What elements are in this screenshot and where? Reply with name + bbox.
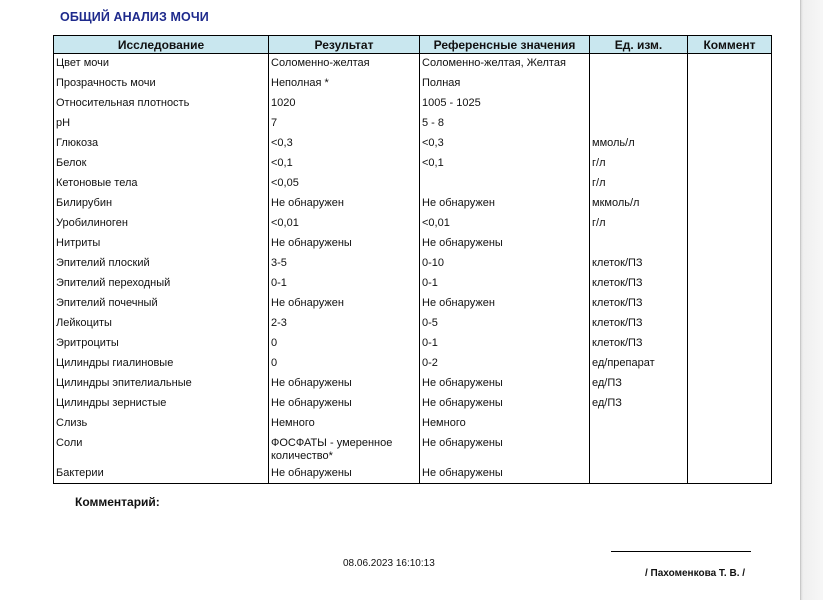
cell-comment (688, 314, 772, 334)
cell-comment (688, 74, 772, 94)
cell-comment (688, 354, 772, 374)
cell-units (590, 54, 688, 74)
table-row (54, 394, 772, 414)
cell-result: Не обнаружены (269, 234, 420, 254)
cell-reference: <0,3 (420, 134, 590, 154)
cell-test: Белок (54, 154, 269, 174)
table-row (54, 214, 772, 234)
cell-comment (688, 54, 772, 74)
cell-units (590, 434, 688, 464)
cell-comment (688, 254, 772, 274)
cell-comment (688, 114, 772, 134)
header-units: Ед. изм. (590, 36, 688, 54)
cell-units: клеток/ПЗ (590, 314, 688, 334)
cell-result: 1020 (269, 94, 420, 114)
cell-units: клеток/ПЗ (590, 254, 688, 274)
cell-reference: Соломенно-желтая, Желтая (420, 54, 590, 74)
cell-reference: 0-1 (420, 274, 590, 294)
results-table (53, 35, 772, 484)
header-result: Результат (269, 36, 420, 54)
cell-reference: <0,1 (420, 154, 590, 174)
cell-test: Бактерии (54, 464, 269, 484)
table-row (54, 154, 772, 174)
cell-result: 0 (269, 354, 420, 374)
cell-comment (688, 194, 772, 214)
cell-test: Эпителий почечный (54, 294, 269, 314)
cell-units (590, 414, 688, 434)
cell-reference: 5 - 8 (420, 114, 590, 134)
cell-result: Не обнаружен (269, 294, 420, 314)
cell-test: Относительная плотность (54, 94, 269, 114)
cell-comment (688, 134, 772, 154)
table-header-row (54, 36, 772, 54)
table-row (54, 354, 772, 374)
cell-comment (688, 374, 772, 394)
cell-test: Цвет мочи (54, 54, 269, 74)
table-row (54, 194, 772, 214)
cell-units: клеток/ПЗ (590, 294, 688, 314)
header-reference: Референсные значения (420, 36, 590, 54)
cell-reference: Не обнаружен (420, 294, 590, 314)
cell-test: pH (54, 114, 269, 134)
cell-reference: <0,01 (420, 214, 590, 234)
table-row (54, 94, 772, 114)
cell-result: Соломенно-желтая (269, 54, 420, 74)
cell-result: Не обнаружены (269, 374, 420, 394)
cell-result: Не обнаружены (269, 464, 420, 484)
cell-units (590, 234, 688, 254)
cell-result: Не обнаружен (269, 194, 420, 214)
cell-units (590, 74, 688, 94)
cell-result: 3-5 (269, 254, 420, 274)
cell-comment (688, 394, 772, 414)
cell-result: 7 (269, 114, 420, 134)
cell-test: Соли (54, 434, 269, 464)
table-row (54, 54, 772, 74)
table-row (54, 294, 772, 314)
table-row (54, 414, 772, 434)
cell-test: Слизь (54, 414, 269, 434)
print-datetime: 08.06.2023 16:10:13 (343, 558, 435, 569)
cell-comment (688, 294, 772, 314)
cell-comment (688, 434, 772, 464)
table-row (54, 434, 772, 464)
cell-reference: Не обнаружены (420, 434, 590, 464)
cell-result: <0,05 (269, 174, 420, 194)
cell-test: Уробилиноген (54, 214, 269, 234)
cell-result: Немного (269, 414, 420, 434)
cell-result: Не обнаружены (269, 394, 420, 414)
cell-reference: 0-5 (420, 314, 590, 334)
cell-result: Неполная * (269, 74, 420, 94)
cell-reference: Не обнаружены (420, 234, 590, 254)
cell-reference: Не обнаружены (420, 374, 590, 394)
cell-reference: Не обнаружен (420, 194, 590, 214)
cell-result: 0-1 (269, 274, 420, 294)
cell-comment (688, 414, 772, 434)
table-row (54, 114, 772, 134)
cell-units (590, 94, 688, 114)
cell-units: клеток/ПЗ (590, 334, 688, 354)
cell-units: ед/ПЗ (590, 374, 688, 394)
cell-test: Билирубин (54, 194, 269, 214)
signer-name: / Пахоменкова Т. В. / (645, 568, 746, 579)
cell-reference: 0-1 (420, 334, 590, 354)
table-row (54, 134, 772, 154)
table-row (54, 234, 772, 254)
cell-reference (420, 174, 590, 194)
cell-test: Лейкоциты (54, 314, 269, 334)
cell-comment (688, 214, 772, 234)
cell-reference: Не обнаружены (420, 394, 590, 414)
table-row (54, 464, 772, 484)
cell-result: 0 (269, 334, 420, 354)
cell-units: мкмоль/л (590, 194, 688, 214)
cell-units: г/л (590, 214, 688, 234)
cell-units: ед/ПЗ (590, 394, 688, 414)
cell-result: <0,3 (269, 134, 420, 154)
cell-test: Эпителий переходный (54, 274, 269, 294)
cell-reference: 0-10 (420, 254, 590, 274)
cell-test: Прозрачность мочи (54, 74, 269, 94)
cell-units: клеток/ПЗ (590, 274, 688, 294)
cell-comment (688, 94, 772, 114)
cell-test: Цилиндры зернистые (54, 394, 269, 414)
table-body (54, 54, 772, 484)
table-row (54, 74, 772, 94)
table-row (54, 174, 772, 194)
cell-reference: Не обнаружены (420, 464, 590, 484)
cell-comment (688, 464, 772, 484)
cell-reference: 1005 - 1025 (420, 94, 590, 114)
cell-units: г/л (590, 154, 688, 174)
cell-result: 2-3 (269, 314, 420, 334)
document-title: ОБЩИЙ АНАЛИЗ МОЧИ (60, 10, 209, 24)
cell-comment (688, 154, 772, 174)
cell-comment (688, 274, 772, 294)
cell-result: <0,1 (269, 154, 420, 174)
cell-comment (688, 174, 772, 194)
cell-comment (688, 334, 772, 354)
table-row (54, 314, 772, 334)
cell-test: Нитриты (54, 234, 269, 254)
cell-units: ед/препарат (590, 354, 688, 374)
cell-result: ФОСФАТЫ - умеренное количество* (269, 434, 420, 464)
cell-result: <0,01 (269, 214, 420, 234)
cell-test: Глюкоза (54, 134, 269, 154)
cell-test: Цилиндры эпителиальные (54, 374, 269, 394)
cell-units (590, 464, 688, 484)
table-row (54, 254, 772, 274)
cell-reference: 0-2 (420, 354, 590, 374)
signature-line (611, 551, 751, 552)
table-row (54, 374, 772, 394)
cell-reference: Немного (420, 414, 590, 434)
cell-test: Эпителий плоский (54, 254, 269, 274)
cell-units: ммоль/л (590, 134, 688, 154)
header-test: Исследование (54, 36, 269, 54)
cell-test: Эритроциты (54, 334, 269, 354)
cell-test: Кетоновые тела (54, 174, 269, 194)
cell-comment (688, 234, 772, 254)
header-comment: Коммент (688, 36, 772, 54)
cell-units: г/л (590, 174, 688, 194)
page-edge (800, 0, 823, 600)
cell-test: Цилиндры гиалиновые (54, 354, 269, 374)
cell-units (590, 114, 688, 134)
table-row (54, 274, 772, 294)
cell-reference: Полная (420, 74, 590, 94)
comment-label: Комментарий: (75, 495, 160, 509)
table-row (54, 334, 772, 354)
